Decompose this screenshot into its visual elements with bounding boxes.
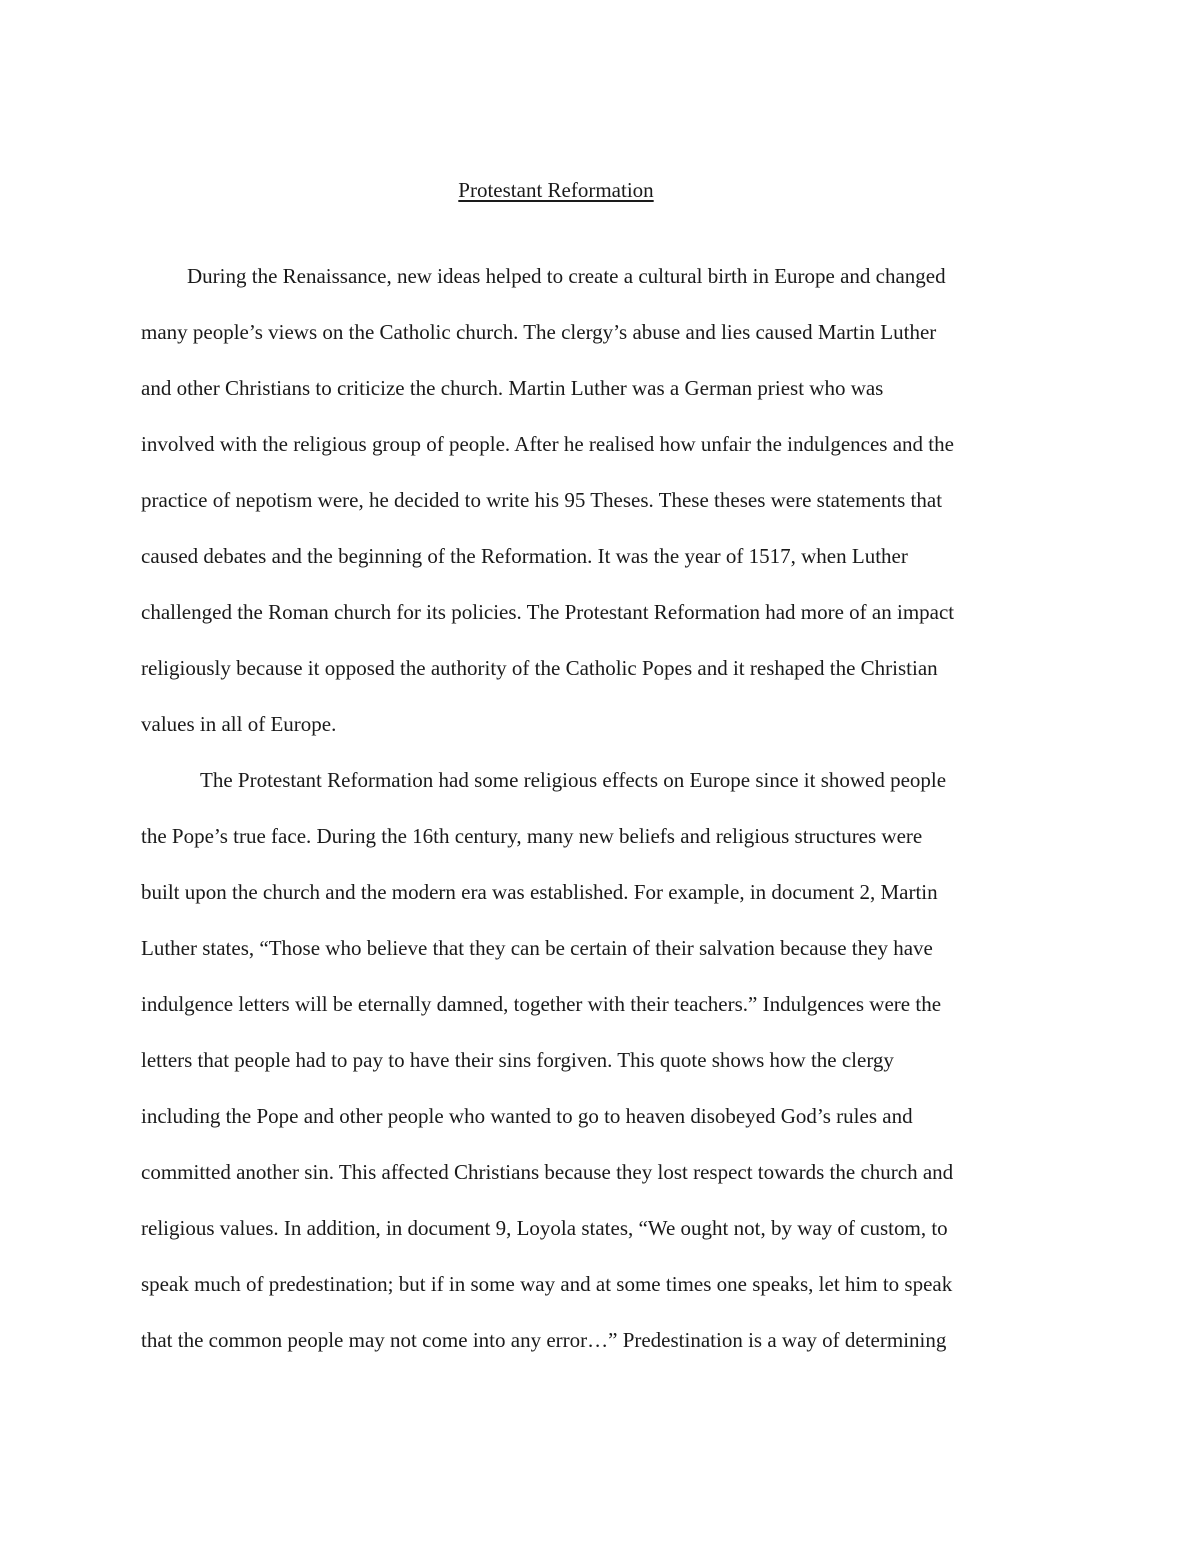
paragraph-line: indulgence letters will be eternally damned, together with their teachers.” Indulgences were the (141, 992, 942, 1016)
paragraph-1 (141, 252, 1060, 756)
paragraph-line: committed another sin. This affected Christians because they lost respect towards the church and (141, 1160, 954, 1184)
paragraph-line: religiously because it opposed the authority of the Catholic Popes and it reshaped the Christian (141, 656, 938, 680)
paragraph-line: The Protestant Reformation had some religious effects on Europe since it showed people (200, 768, 947, 792)
paragraph-line: speak much of predestination; but if in some way and at some times one speaks, let him to speak (141, 1272, 953, 1296)
paragraph-line: caused debates and the beginning of the Reformation. It was the year of 1517, when Luther (141, 544, 908, 568)
paragraph-line: During the Renaissance, new ideas helped to create a cultural birth in Europe and changed (187, 264, 946, 288)
paragraph-line: challenged the Roman church for its policies. The Protestant Reformation had more of an impact (141, 600, 955, 624)
paragraph-line: involved with the religious group of people. After he realised how unfair the indulgences and the (141, 432, 954, 456)
paragraph-line: religious values. In addition, in document 9, Loyola states, “We ought not, by way of custom, to (141, 1216, 948, 1240)
document-title: Protestant Reformation (458, 178, 654, 202)
paragraph-line: that the common people may not come into any error…” Predestination is a way of determining (141, 1328, 947, 1352)
paragraph-line: letters that people had to pay to have their sins forgiven. This quote shows how the clergy (141, 1048, 894, 1072)
paragraph-line: including the Pope and other people who wanted to go to heaven disobeyed God’s rules and (141, 1104, 913, 1128)
paragraph-line: values in all of Europe. (141, 712, 337, 736)
paragraph-line: and other Christians to criticize the church. Martin Luther was a German priest who was (141, 376, 884, 400)
paragraph-line: built upon the church and the modern era was established. For example, in document 2, Martin (141, 880, 938, 904)
paragraph-line: many people’s views on the Catholic church. The clergy’s abuse and lies caused Martin Luther (141, 320, 937, 344)
paragraph-line: practice of nepotism were, he decided to write his 95 Theses. These theses were statements that (141, 488, 943, 512)
document-body (141, 252, 1060, 1372)
paragraph-line: the Pope’s true face. During the 16th century, many new beliefs and religious structures were (141, 824, 923, 848)
paragraph-2 (141, 756, 1060, 1372)
paragraph-line: Luther states, “Those who believe that they can be certain of their salvation because they have (141, 936, 933, 960)
